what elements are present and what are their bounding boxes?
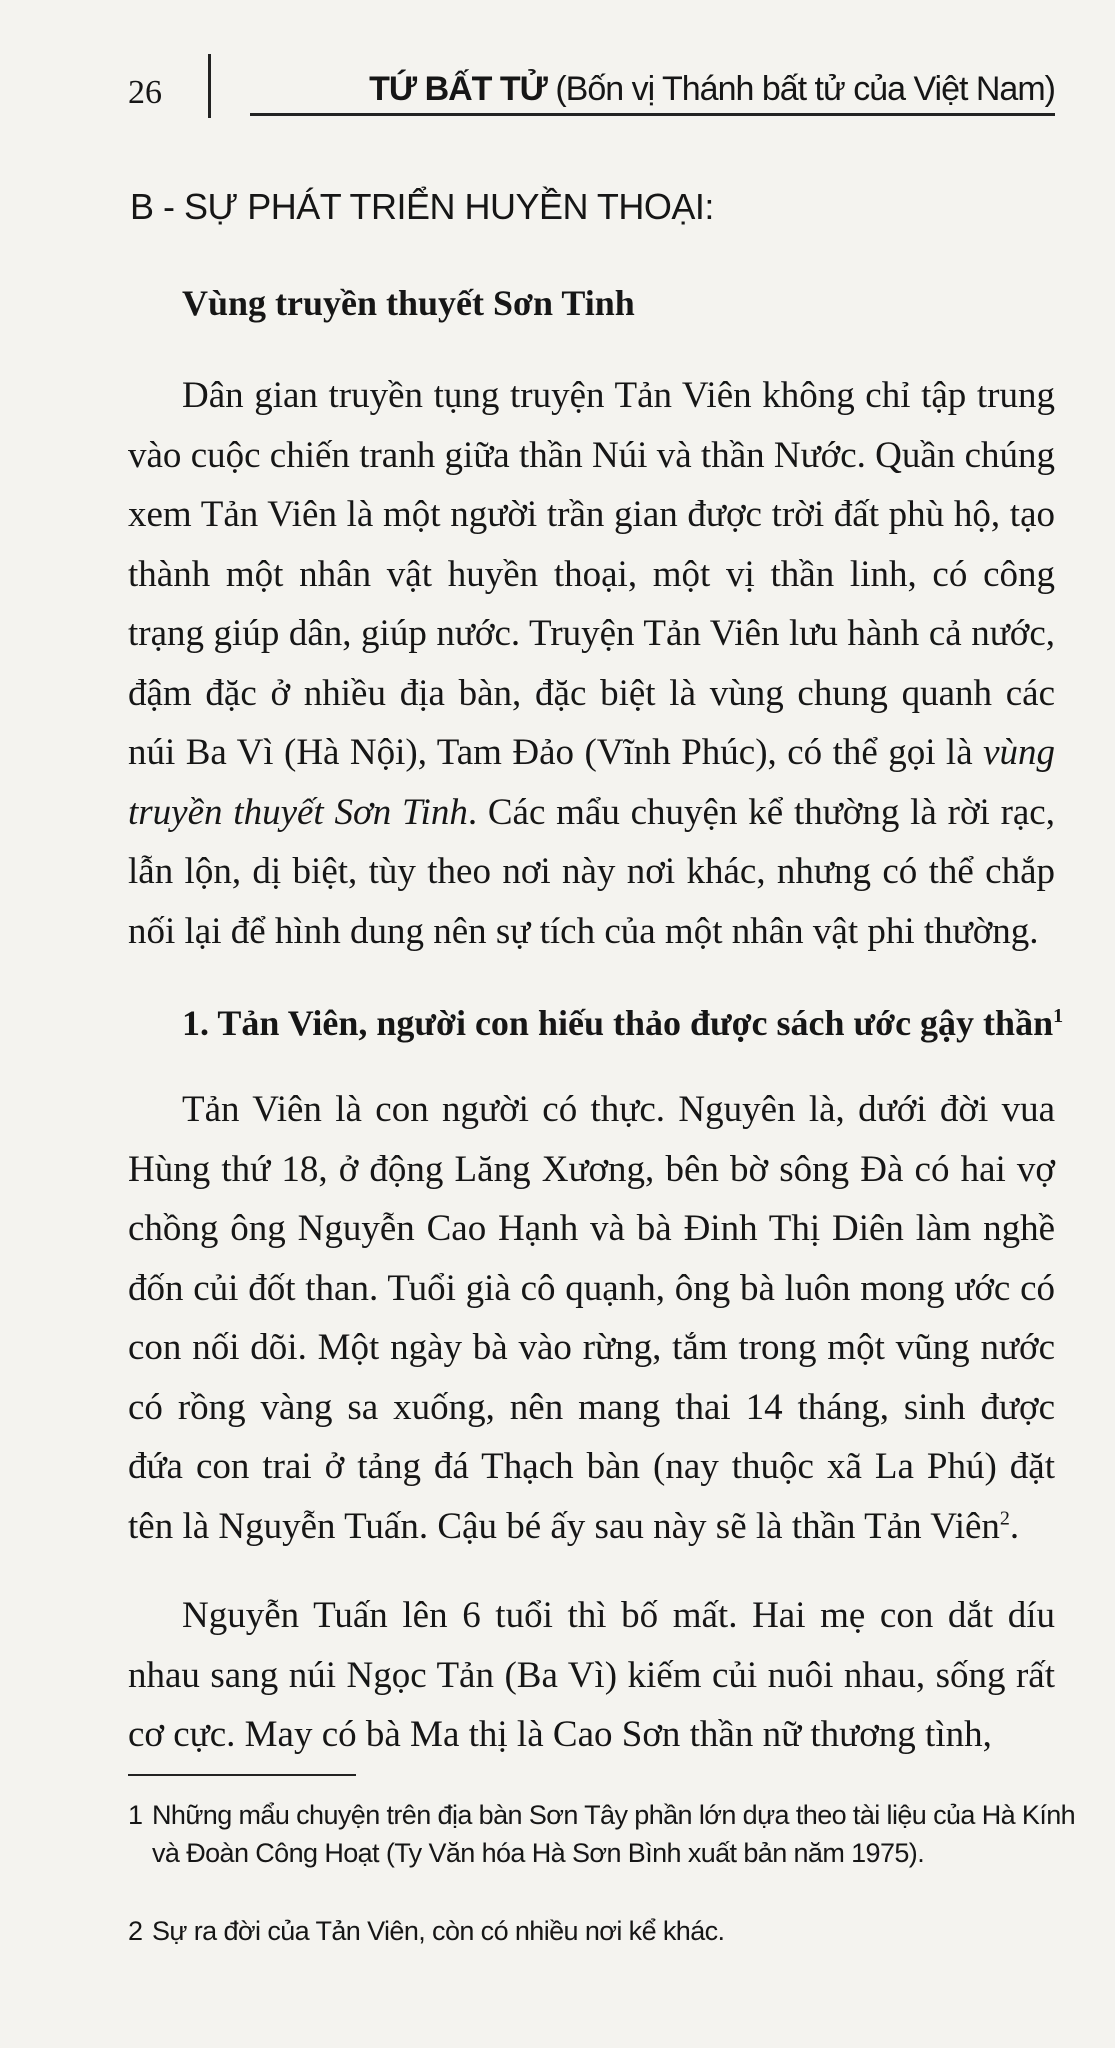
paragraph-3: Nguyễn Tuấn lên 6 tuổi thì bố mất. Hai mẹ con dắt díu nhau sang núi Ngọc Tản (Ba Vì) kiếm củi nuôi nhau, sống rất cơ cực. May có bà Ma thị là Cao Sơn thần nữ thương tình, xyxy=(128,1595,1055,1755)
footnote-2 xyxy=(128,1912,1082,1950)
section-title: B - SỰ PHÁT TRIỂN HUYỀN THOẠI: xyxy=(130,186,714,227)
paragraph-1-text-b: . Các mẩu chuyện kể thường là rời rạc, lẫn lộn, dị biệt, tùy theo nơi này nơi khác, nhưng có thể chắp nối lại để hình dung nên sự tích của một nhân vật phi thường. xyxy=(128,791,1055,952)
paragraph-2-text: Tản Viên là con người có thực. Nguyên là, dưới đời vua Hùng thứ 18, ở động Lăng Xương, bên bờ sông Đà có hai vợ chồng ông Nguyễn Cao Hạnh và bà Đinh Thị Diên làm nghề đốn củi đốt than. Tuổi già cô quạnh, ông bà luôn mong ước có con nối dõi. Một ngày bà vào rừng, tắm trong một vũng nước có rồng vàng sa xuống, nên mang thai 14 tháng, sinh được đứa con trai ở tảng đá Thạch bàn (nay thuộc xã La Phú) đặt tên là Nguyễn Tuấn. Cậu bé ấy sau này sẽ là thần Tản Viên xyxy=(128,1089,1055,1547)
footnote-1-number: 1 xyxy=(128,1800,143,1830)
paragraph-1-text-a: Dân gian truyền tụng truyện Tản Viên không chỉ tập trung vào cuộc chiến tranh giữa thần Núi và thần Nước. Quần chúng xem Tản Viên là một người trần gian được trời đất phù hộ, tạo thành một nhân vật huyền thoại, một vị thần linh, có công trạng giúp dân, giúp nước. Truyện Tản Viên lưu hành cả nước, đậm đặc ở nhiều địa bàn, đặc biệt là vùng chung quanh các núi Ba Vì (Hà Nội), Tam Đảo (Vĩnh Phúc), có thể gọi là xyxy=(128,375,1055,773)
book-title: TỨ BẤT TỬ xyxy=(369,70,547,108)
footnote-2-text: Sự ra đời của Tản Viên, còn có nhiều nơi kể khác. xyxy=(152,1916,725,1946)
subsection-title: Vùng truyền thuyết Sơn Tinh xyxy=(182,283,635,323)
running-head xyxy=(369,70,1055,109)
heading-1-text: 1. Tản Viên, người con hiếu thảo được sách ước gậy thần xyxy=(182,1003,1054,1043)
footnote-1-text: Những mẩu chuyện trên địa bàn Sơn Tây phần lớn dựa theo tài liệu của Hà Kính và Đoàn Công Hoạt (Ty Văn hóa Hà Sơn Bình xuất bản năm 1975). xyxy=(152,1800,1076,1868)
footnote-ref-2: 2 xyxy=(999,1507,1010,1530)
footnote-2-number: 2 xyxy=(128,1916,143,1946)
paragraph-2 xyxy=(128,1080,1055,1556)
heading-1 xyxy=(182,1002,1063,1044)
header-rule xyxy=(250,113,1055,116)
paragraph-2-end: . xyxy=(1009,1505,1020,1547)
footnote-ref-1: 1 xyxy=(1053,1005,1064,1027)
footnote-1 xyxy=(128,1796,1082,1872)
book-subtitle: (Bốn vị Thánh bất tử của Việt Nam) xyxy=(555,70,1055,108)
header-divider xyxy=(208,54,211,118)
footnote-rule xyxy=(128,1774,356,1776)
paragraph-1 xyxy=(128,366,1055,961)
paragraph-1-italic: vùng truyền thuyết Sơn Tinh xyxy=(128,732,1055,833)
page-number: 26 xyxy=(128,74,162,111)
